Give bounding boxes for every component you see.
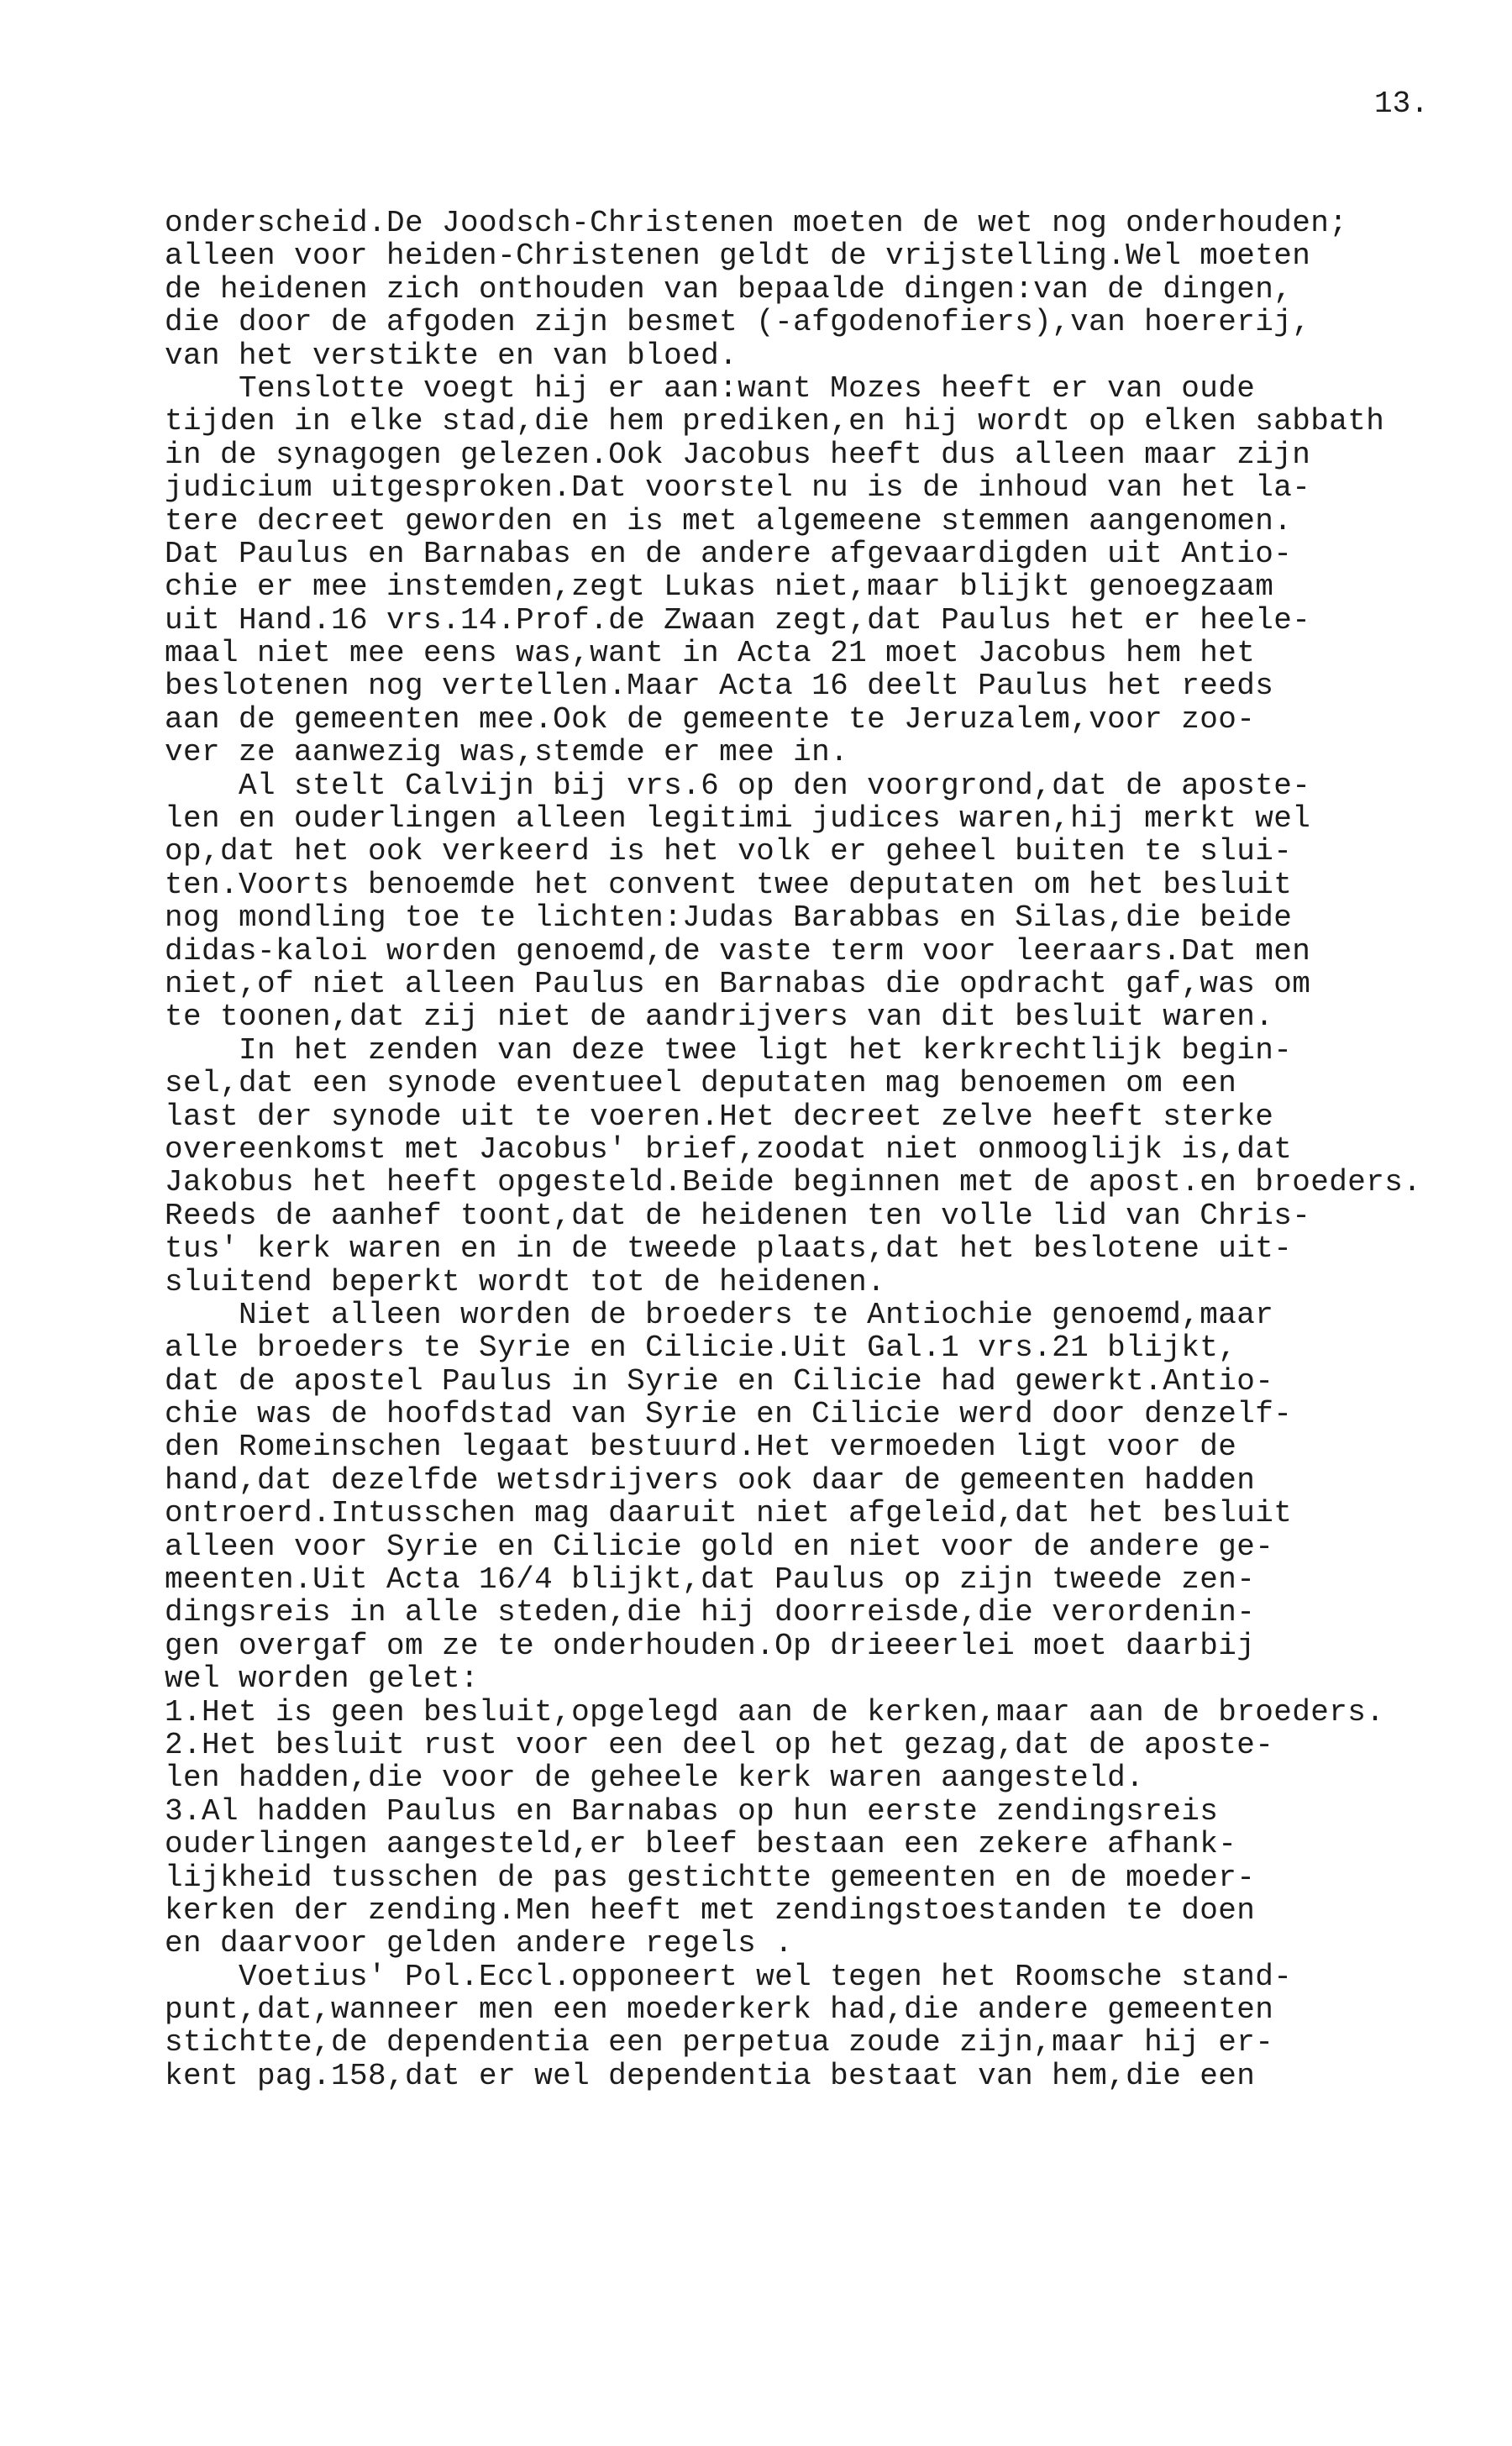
text-line: maal niet mee eens was,want in Acta 21 moet Jacobus hem het	[165, 636, 1256, 671]
text-line: tijden in elke stad,die hem prediken,en hij wordt op elken sabbath	[165, 404, 1385, 439]
typewritten-text	[165, 207, 1475, 2092]
text-line: ouderlingen aangesteld,er bleef bestaan een zekere afhank-	[165, 1827, 1237, 1862]
text-line: in de synagogen gelezen.Ook Jacobus heeft dus alleen maar zijn	[165, 437, 1311, 472]
text-line: dat de apostel Paulus in Syrie en Cilicie had gewerkt.Antio-	[165, 1363, 1274, 1399]
text-line: judicium uitgesproken.Dat voorstel nu is de inhoud van het la-	[165, 470, 1311, 506]
text-line: wel worden gelet:	[165, 1661, 480, 1697]
text-line: Niet alleen worden de broeders te Antiochie genoemd,maar	[165, 1297, 1274, 1332]
text-line: overeenkomst met Jacobus' brief,zoodat niet onmooglijk is,dat	[165, 1131, 1293, 1167]
text-line: Jakobus het heeft opgesteld.Beide beginnen met de apost.en broeders.	[165, 1165, 1422, 1200]
text-line: kerken der zending.Men heeft met zendingstoestanden te doen	[165, 1892, 1256, 1928]
text-line: Reeds de aanhef toont,dat de heidenen ten volle lid van Chris-	[165, 1198, 1311, 1233]
text-line: dingsreis in alle steden,die hij doorreisde,die verordenin-	[165, 1595, 1256, 1630]
text-line: sluitend beperkt wordt tot de heidenen.	[165, 1264, 886, 1299]
text-line: lijkheid tusschen de pas gestichtte gemeenten en de moeder-	[165, 1860, 1256, 1895]
text-line: uit Hand.16 vrs.14.Prof.de Zwaan zegt,dat Paulus het er heele-	[165, 602, 1311, 638]
text-line: 3.Al hadden Paulus en Barnabas op hun eerste zendingsreis	[165, 1793, 1219, 1829]
text-line: Tenslotte voegt hij er aan:want Mozes heeft er van oude	[165, 370, 1256, 406]
text-line: 2.Het besluit rust voor een deel op het gezag,dat de aposte-	[165, 1727, 1274, 1762]
text-line: In het zenden van deze twee ligt het kerkrechtlijk begin-	[165, 1032, 1293, 1068]
text-line: didas-kaloi worden genoemd,de vaste term voor leeraars.Dat men	[165, 933, 1311, 968]
text-line: chie er mee instemden,zegt Lukas niet,maar blijkt genoegzaam	[165, 570, 1274, 605]
text-line: stichtte,de dependentia een perpetua zoude zijn,maar hij er-	[165, 2025, 1274, 2060]
text-line: chie was de hoofdstad van Syrie en Cilicie werd door denzelf-	[165, 1397, 1293, 1432]
text-line: ver ze aanwezig was,stemde er mee in.	[165, 735, 849, 770]
text-line: punt,dat,wanneer men een moederkerk had,die andere gemeenten	[165, 1992, 1274, 2028]
text-line: de heidenen zich onthouden van bepaalde dingen:van de dingen,	[165, 271, 1293, 307]
text-line: tere decreet geworden en is met algemeene stemmen aangenomen.	[165, 503, 1293, 538]
text-line: last der synode uit te voeren.Het decreet zelve heeft sterke	[165, 1099, 1274, 1134]
text-line: Dat Paulus en Barnabas en de andere afgevaardigden uit Antio-	[165, 536, 1293, 571]
text-line: ontroerd.Intusschen mag daaruit niet afgeleid,dat het besluit	[165, 1496, 1293, 1531]
text-line: niet,of niet alleen Paulus en Barnabas die opdracht gaf,was om	[165, 966, 1311, 1001]
text-line: die door de afgoden zijn besmet (-afgodenofiers),van hoererij,	[165, 305, 1311, 340]
text-line: ten.Voorts benoemde het convent twee deputaten om het besluit	[165, 867, 1293, 902]
text-line: nog mondling toe te lichten:Judas Barabbas en Silas,die beide	[165, 900, 1293, 936]
text-line: 1.Het is geen besluit,opgelegd aan de kerken,maar aan de broeders.	[165, 1694, 1385, 1730]
text-line: en daarvoor gelden andere regels .	[165, 1926, 794, 1961]
page-number: 13.	[1374, 87, 1429, 121]
text-line: op,dat het ook verkeerd is het volk er geheel buiten te slui-	[165, 834, 1293, 869]
text-line: beslotenen nog vertellen.Maar Acta 16 deelt Paulus het reeds	[165, 669, 1274, 704]
text-line: alle broeders te Syrie en Cilicie.Uit Gal.1 vrs.21 blijkt,	[165, 1331, 1237, 1366]
text-line: onderscheid.De Joodsch-Christenen moeten de wet nog onderhouden;	[165, 206, 1348, 240]
text-line: sel,dat een synode eventueel deputaten mag benoemen om een	[165, 1066, 1237, 1101]
text-line: aan de gemeenten mee.Ook de gemeente te Jeruzalem,voor zoo-	[165, 701, 1256, 737]
text-line: alleen voor heiden-Christenen geldt de vrijstelling.Wel moeten	[165, 239, 1311, 274]
text-line: Voetius' Pol.Eccl.opponeert wel tegen het Roomsche stand-	[165, 1959, 1293, 1994]
text-line: hand,dat dezelfde wetsdrijvers ook daar de gemeenten hadden	[165, 1462, 1256, 1498]
text-line: alleen voor Syrie en Cilicie gold en niet voor de andere ge-	[165, 1529, 1274, 1564]
text-line: len en ouderlingen alleen legitimi judices waren,hij merkt wel	[165, 801, 1311, 837]
text-line: len hadden,die voor de geheele kerk waren aangesteld.	[165, 1761, 1145, 1796]
text-line: meenten.Uit Acta 16/4 blijkt,dat Paulus op zijn tweede zen-	[165, 1562, 1256, 1598]
text-line: Al stelt Calvijn bij vrs.6 op den voorgrond,dat de aposte-	[165, 768, 1311, 803]
text-line: te toonen,dat zij niet de aandrijvers van dit besluit waren.	[165, 1000, 1274, 1035]
text-line: gen overgaf om ze te onderhouden.Op drieeerlei moet daarbij	[165, 1628, 1256, 1663]
text-line: tus' kerk waren en in de tweede plaats,dat het beslotene uit-	[165, 1231, 1293, 1267]
text-line: van het verstikte en van bloed.	[165, 338, 738, 373]
text-line: kent pag.158,dat er wel dependentia bestaat van hem,die een	[165, 2058, 1256, 2093]
text-line: den Romeinschen legaat bestuurd.Het vermoeden ligt voor de	[165, 1430, 1237, 1465]
